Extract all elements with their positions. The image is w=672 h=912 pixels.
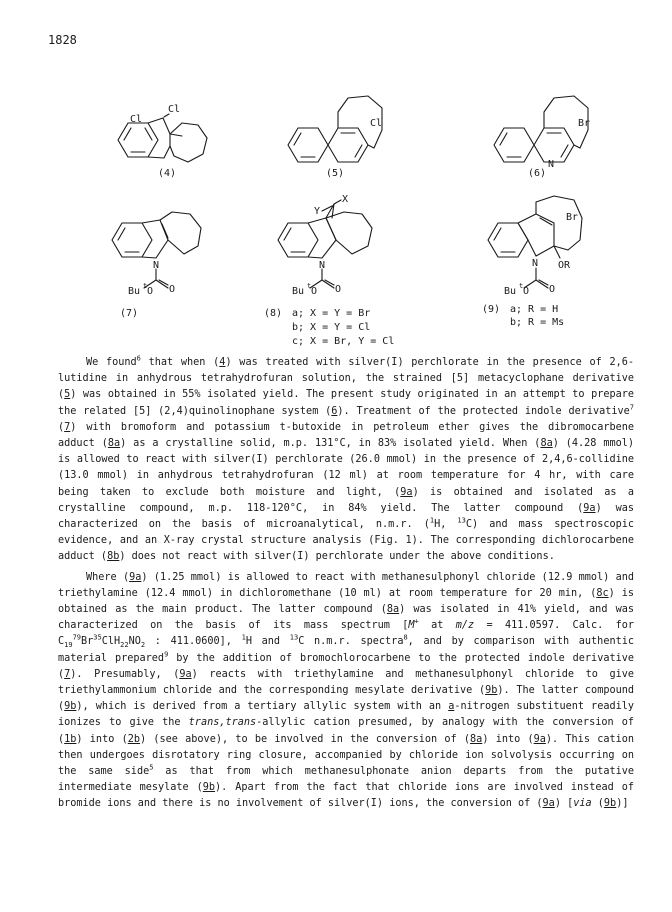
atom-cl: Cl (168, 104, 181, 115)
structure-4 (108, 100, 218, 180)
compound-label-5: (5) (326, 168, 345, 179)
atom-n: N (153, 260, 160, 271)
atom-t: t (307, 282, 312, 290)
caption-9b: b; R = Ms (510, 317, 565, 328)
paragraph-2: Where (9a) (1.25 mmol) is allowed to react with methanesulphonyl chloride (12.9 mmol) and triethylamine (12.4 mmol) in dichloromethane (10 ml) at room temperature for 20 min, (8c) is obtained as the main product. The latter compound (8a) was isolated in 41% yield, and was characterized on the basis of its mass spectrum [M+ at m/z = 411.0597. Calc. for $C_{19}^{79}Br^{35}ClH_{22}NO_2$ : 411.0600], $^1$H and $^{13}$C n.m.r. spectra$^8$, and by comparison with authentic material prepared$^9$ by the addition of bromochlorocarbene to the protected indole derivative (7). Presumably, (9a) reacts with triethylamine and methanesulphonyl chloride to give triethylammonium chloride and the corresponding mesylate derivative (9b). The latter compound (9b), which is derived from a tertiary allylic system with an a-nitrogen substituent readily ionizes to give the trans,trans-allylic cation presumed, by analogy with the conversion of (1b) into (2b) (see above), to be involved in the conversion of (8a) into (9a). This cation then undergoes disrotatory ring closure, accompanied by chloride ion solvolysis occurring on the same side$^5$ as that from which methanesulphonate anion departs from the putative intermediate mesylate (9b). Apart from the fact that chloride ions are involved instead of bromide ions and there is no involvement of silver(I) ions, the conversion of (9a) [via (9b)] (58, 571, 635, 810)
atom-bu: Bu (504, 286, 517, 297)
structure-5 (278, 90, 408, 180)
caption-8c: c; X = Br, Y = Cl (292, 336, 395, 347)
atom-bu: Bu (292, 286, 305, 297)
atom-o: O (169, 284, 176, 295)
structure-9 (474, 196, 624, 326)
page-number: 1828 (48, 33, 77, 47)
structure-8 (264, 192, 414, 347)
compound-label-8: (8) (264, 308, 283, 319)
atom-br: Br (578, 118, 591, 129)
atom-x: X (342, 194, 349, 205)
atom-o: O (335, 284, 342, 295)
atom-o-ester: O (311, 286, 318, 297)
caption-8a: a; X = Y = Br (292, 308, 371, 319)
structure-7 (98, 210, 228, 320)
atom-bu: Bu (128, 286, 141, 297)
caption-9a: a; R = H (510, 304, 559, 315)
atom-n: N (319, 260, 326, 271)
atom-t: t (143, 282, 148, 290)
atom-n: N (548, 159, 555, 170)
caption-8b: b; X = Y = Cl (292, 322, 371, 333)
paragraph-1: We found$^6$ that when (4) was treated with silver(I) perchlorate in the presence of 2,6-lutidine in anhydrous tetrahydrofuran solution, the strained [5] metacyclophane derivative (5) was obtained in 55% isolated yield. The present study originated in an attempt to prepare the related [5] (2,4)quinolinophane system (6). Treatment of the protected indole derivative$^7$ (7) with bromoform and potassium t-butoxide in petroleum ether gives the dibromocarbene adduct (8a) as a crystalline solid, m.p. 131°C, in 83% isolated yield. When (8a) (4.28 mmol) is allowed to react with silver(I) perchlorate (26.0 mmol) in the presence of 2,4,6-collidine (13.0 mmol) in anhydrous tetrahydrofuran (12 ml) at room temperature for 4 hr, with care being taken to exclude both moisture and light, (9a) is obtained and isolated as a crystalline compound, m.p. 118-120°C, in 84% yield. The latter compound (9a) was characterized on the basis of microanalytical, n.m.r. ($^1$H, $^{13}$C) and mass spectroscopic evidence, and an X-ray crystal structure analysis (Fig. 1). The corresponding dichlorocarbene adduct (8b) does not react with silver(I) perchlorate under the above conditions. (58, 354, 635, 563)
compound-label-6: (6) (528, 168, 547, 179)
compound-label-4: (4) (158, 168, 177, 179)
atom-o-ester: O (147, 286, 154, 297)
atom-or: OR (558, 260, 571, 271)
body-text (58, 355, 634, 817)
atom-n: N (532, 258, 539, 269)
compound-label-7: (7) (120, 308, 139, 319)
atom-t: t (519, 282, 524, 290)
atom-cl: Cl (370, 118, 383, 129)
structure-6 (484, 90, 614, 180)
atom-cl: Cl (130, 114, 143, 125)
compound-label-9: (9) (482, 304, 501, 315)
atom-y: Y (314, 206, 321, 217)
atom-br: Br (566, 212, 579, 223)
atom-o-ester: O (523, 286, 530, 297)
atom-o: O (549, 284, 556, 295)
